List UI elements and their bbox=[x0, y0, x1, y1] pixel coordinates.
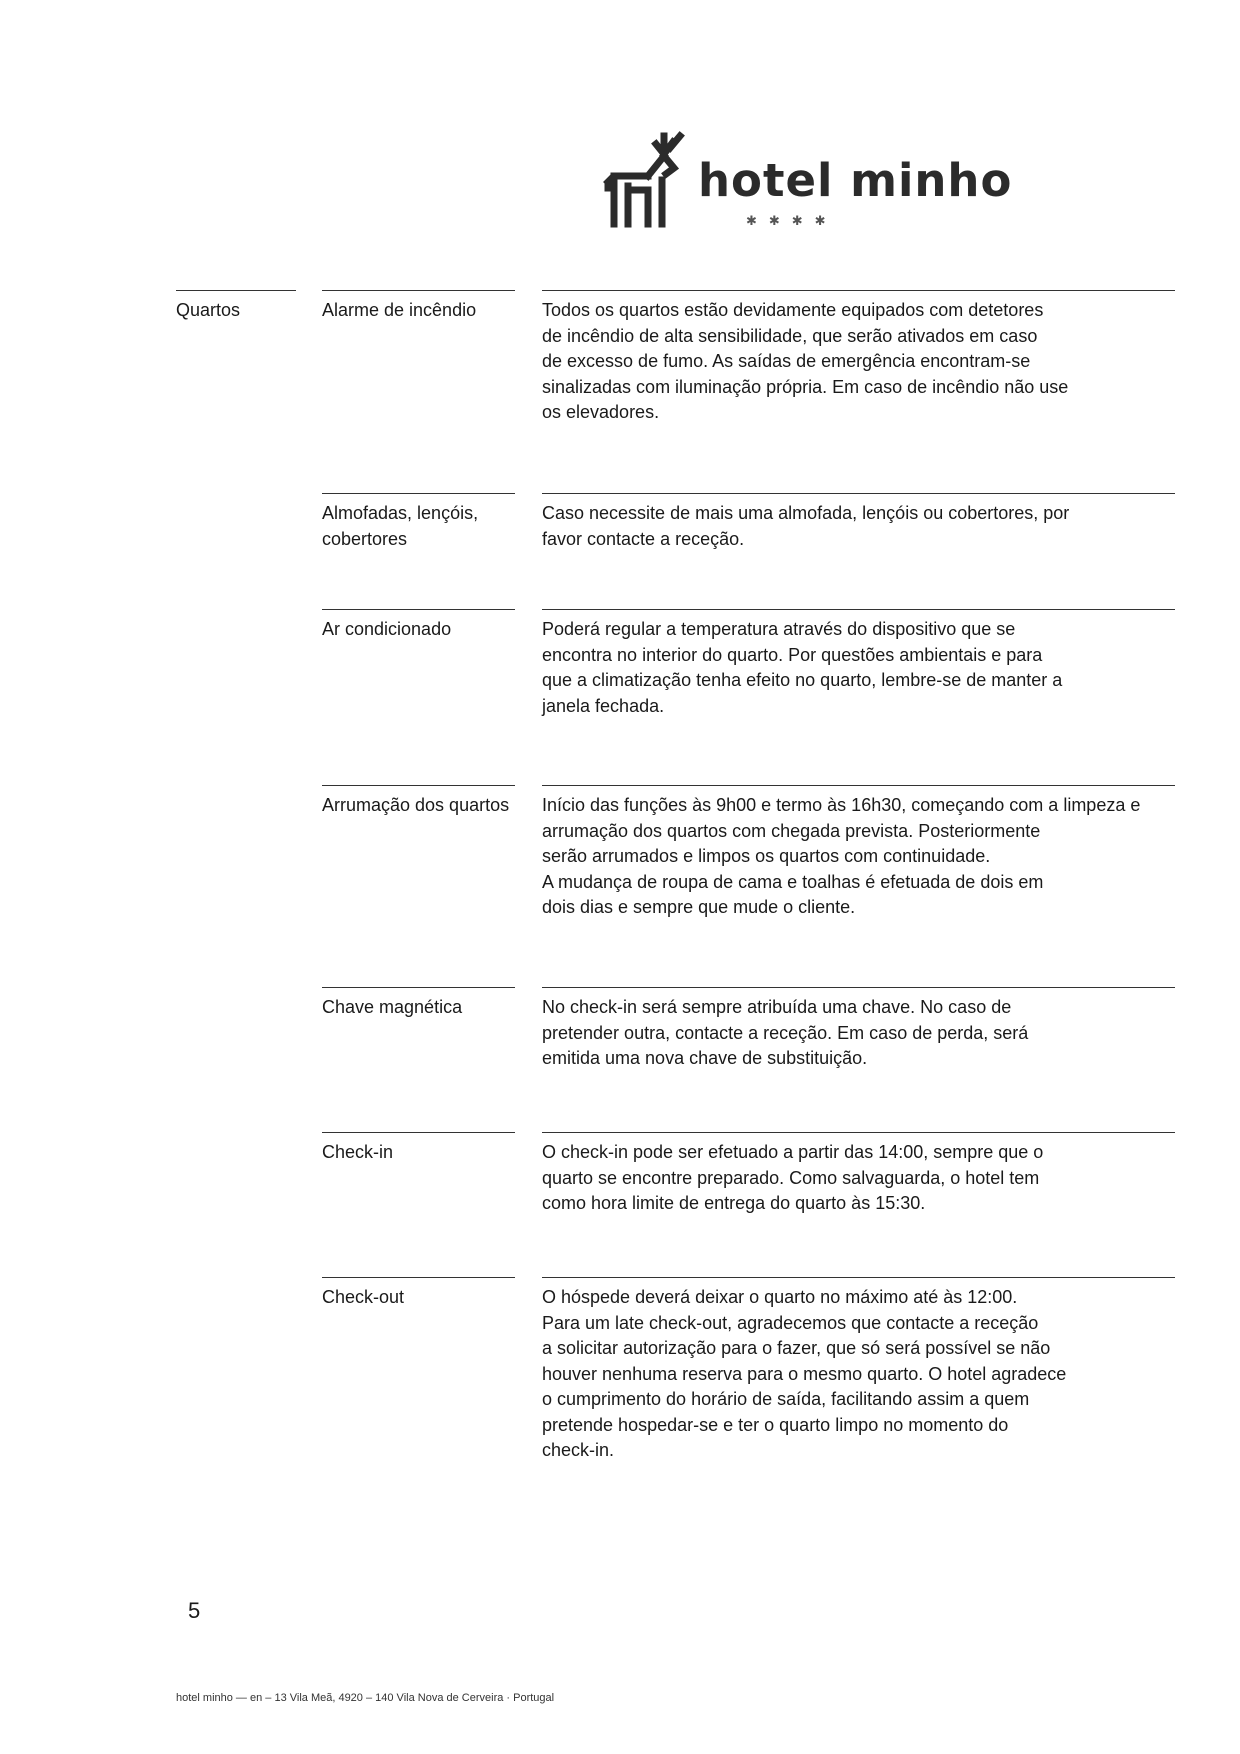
text-line: Caso necessite de mais uma almofada, lençóis ou cobertores, por bbox=[542, 503, 1070, 523]
item-label-air-conditioning: Ar condicionado bbox=[322, 619, 452, 639]
deer-icon bbox=[600, 128, 695, 228]
text-line: que a climatização tenha efeito no quarto, lembre-se de manter a bbox=[542, 670, 1063, 690]
text-line: a solicitar autorização para o fazer, que só será possível se não bbox=[542, 1338, 1051, 1358]
text-line: Poderá regular a temperatura através do dispositivo que se bbox=[542, 619, 1016, 639]
label-rule bbox=[322, 1277, 515, 1278]
label-rule bbox=[322, 290, 515, 291]
hotel-logo bbox=[600, 128, 1013, 238]
label-rule bbox=[322, 493, 515, 494]
item-label-check-in: Check-in bbox=[322, 1142, 394, 1162]
text-line: houver nenhuma reserva para o mesmo quarto. O hotel agradece bbox=[542, 1363, 1067, 1384]
text-line: como hora limite de entrega do quarto às 15:30. bbox=[542, 1193, 926, 1213]
text-line: de excesso de fumo. As saídas de emergência encontram-se bbox=[542, 351, 1031, 371]
text-rule bbox=[542, 290, 1175, 291]
logo-wordmark: hotel minho bbox=[698, 154, 1013, 207]
item-text-air-conditioning bbox=[542, 617, 1182, 719]
item-text-check-in bbox=[542, 1140, 1182, 1217]
text-line: O hóspede deverá deixar o quarto no máximo até às 12:00. bbox=[542, 1287, 1018, 1307]
item-text-bedding bbox=[542, 501, 1182, 552]
text-rule bbox=[542, 987, 1175, 988]
label-rule bbox=[322, 785, 515, 786]
text-line: O check-in pode ser efetuado a partir das 14:00, sempre que o bbox=[542, 1142, 1044, 1162]
item-text-fire-alarm bbox=[542, 298, 1182, 426]
text-line: arrumação dos quartos com chegada prevista. Posteriormente bbox=[542, 820, 1041, 841]
star-rating: ✱✱✱✱ bbox=[746, 213, 838, 228]
text-line: sinalizadas com iluminação própria. Em caso de incêndio não use bbox=[542, 376, 1069, 397]
text-rule bbox=[542, 1277, 1175, 1278]
item-text-key-card bbox=[542, 995, 1182, 1072]
text-rule bbox=[542, 493, 1175, 494]
text-rule bbox=[542, 785, 1175, 786]
item-label-housekeeping: Arrumação dos quartos bbox=[322, 795, 510, 815]
text-line: A mudança de roupa de cama e toalhas é efetuada de dois em bbox=[542, 871, 1044, 892]
section-rule bbox=[176, 290, 296, 291]
text-line: dois dias e sempre que mude o cliente. bbox=[542, 897, 856, 917]
item-label-check-out: Check-out bbox=[322, 1287, 405, 1307]
text-line: pretender outra, contacte a receção. Em caso de perda, será bbox=[542, 1022, 1029, 1043]
item-label-key-card: Chave magnética bbox=[322, 997, 463, 1017]
text-line: serão arrumados e limpos os quartos com continuidade. bbox=[542, 846, 991, 866]
text-line: pretende hospedar-se e ter o quarto limpo no momento do bbox=[542, 1414, 1009, 1435]
text-line: o cumprimento do horário de saída, facilitando assim a quem bbox=[542, 1389, 1030, 1409]
text-rule bbox=[542, 609, 1175, 610]
section-title: Quartos bbox=[176, 300, 241, 320]
text-line: check-in. bbox=[542, 1440, 615, 1460]
text-line: janela fechada. bbox=[542, 695, 665, 716]
footer-address: hotel minho — en – 13 Vila Meã, 4920 – 140 Vila Nova de Cerveira · Portugal bbox=[176, 1692, 555, 1704]
text-line: emitida uma nova chave de substituição. bbox=[542, 1048, 868, 1068]
item-text-housekeeping bbox=[542, 793, 1182, 921]
page-number: 5 bbox=[188, 1598, 201, 1623]
text-line: de incêndio de alta sensibilidade, que serão ativados em caso bbox=[542, 325, 1038, 346]
text-rule bbox=[542, 1132, 1175, 1133]
text-line: quarto se encontre preparado. Como salvaguarda, o hotel tem bbox=[542, 1167, 1040, 1188]
text-line: favor contacte a receção. bbox=[542, 528, 745, 549]
text-line: Início das funções às 9h00 e termo às 16h30, começando com a limpeza e bbox=[542, 795, 1141, 815]
text-line: No check-in será sempre atribuída uma chave. No caso de bbox=[542, 997, 1012, 1017]
label-rule bbox=[322, 987, 515, 988]
text-line: Para um late check-out, agradecemos que contacte a receção bbox=[542, 1312, 1039, 1333]
item-label-bedding: Almofadas, lençóis, cobertores bbox=[322, 503, 479, 549]
label-rule bbox=[322, 609, 515, 610]
item-label-fire-alarm: Alarme de incêndio bbox=[322, 300, 477, 320]
text-line: os elevadores. bbox=[542, 402, 660, 422]
item-text-check-out bbox=[542, 1285, 1182, 1464]
text-line: encontra no interior do quarto. Por questões ambientais e para bbox=[542, 644, 1043, 665]
text-line: Todos os quartos estão devidamente equipados com detetores bbox=[542, 300, 1044, 320]
label-rule bbox=[322, 1132, 515, 1133]
